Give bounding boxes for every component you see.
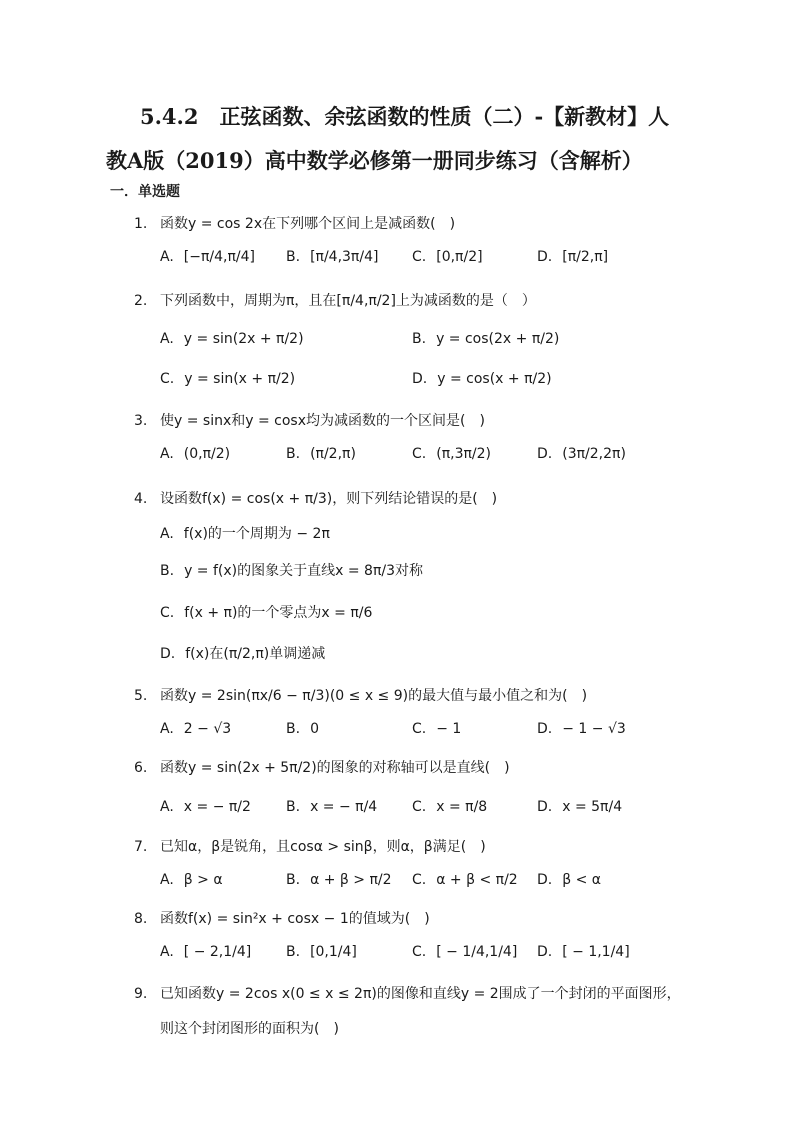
option-c[interactable] (412, 799, 487, 815)
option-b[interactable] (412, 331, 559, 347)
option-c[interactable] (412, 944, 517, 960)
option-text: [ − 1,1/4] (562, 944, 630, 960)
option-a[interactable] (160, 331, 304, 347)
option-d[interactable] (537, 872, 601, 888)
question-stem: 已知函数y = 2cos x(0 ≤ x ≤ 2π)的图像和直线y = 2围成了一个封闭的平面图形， (160, 986, 681, 1002)
option-label: A. (160, 721, 174, 737)
question-stem: 函数y = sin(2x + 5π/2)的图象的对称轴可以是直线( ) (160, 760, 510, 776)
question-stem: 函数f(x) = sin²x + cosx − 1的值域为( ) (160, 911, 430, 927)
option-label: B. (160, 563, 175, 579)
option-a[interactable] (160, 249, 255, 265)
option-label: C. (412, 721, 427, 737)
question-7 (134, 836, 694, 858)
title-line-1: 5.4.2 正弦函数、余弦函数的性质（二）-【新教材】人 (140, 104, 670, 129)
option-label: D. (537, 872, 553, 888)
option-label: B. (412, 331, 427, 347)
option-text: x = − π/2 (183, 799, 251, 815)
page-title (106, 95, 680, 183)
option-text: [−π/4,π/4] (183, 249, 255, 265)
option-d[interactable] (412, 371, 552, 387)
option-text: [π/4,3π/4] (310, 249, 379, 265)
option-label: B. (286, 872, 301, 888)
option-label: D. (537, 944, 553, 960)
option-label: A. (160, 249, 174, 265)
option-label: D. (537, 721, 553, 737)
option-text: [ − 1/4,1/4] (436, 944, 518, 960)
option-a[interactable] (160, 872, 223, 888)
option-d[interactable] (537, 944, 630, 960)
option-text: (π/2,π) (310, 446, 356, 462)
option-label: D. (537, 249, 553, 265)
question-stem-continued: 则这个封闭图形的面积为( ) (160, 1021, 339, 1037)
option-label: C. (412, 446, 427, 462)
option-label: D. (537, 799, 553, 815)
option-text: y = sin(2x + π/2) (183, 331, 304, 347)
option-label: A. (160, 799, 174, 815)
option-b[interactable] (286, 872, 392, 888)
option-label: C. (412, 799, 427, 815)
question-stem: 已知α，β是锐角，且cosα > sinβ，则α，β满足( ) (160, 839, 486, 855)
question-1 (134, 213, 694, 235)
question-number: 4. (134, 491, 148, 507)
option-text: 2 − √3 (183, 721, 232, 737)
question-stem: 使y = sinx和y = cosx均为减函数的一个区间是( ) (160, 413, 485, 429)
question-4 (134, 488, 694, 510)
option-label: C. (412, 872, 427, 888)
question-number: 1. (134, 216, 148, 232)
question-number: 7. (134, 839, 148, 855)
option-b[interactable] (286, 944, 357, 960)
option-text: (0,π/2) (183, 446, 231, 462)
question-9 (134, 983, 694, 1005)
option-a[interactable] (160, 799, 251, 815)
question-8 (134, 908, 694, 930)
question-number: 2. (134, 293, 148, 309)
option-label: A. (160, 526, 174, 542)
option-label: A. (160, 944, 174, 960)
option-text: [π/2,π] (562, 249, 609, 265)
option-label: A. (160, 331, 174, 347)
option-label: B. (286, 944, 301, 960)
section-heading: 一．单选题 (110, 184, 180, 200)
option-text: (π,3π/2) (436, 446, 491, 462)
option-label: D. (537, 446, 553, 462)
option-b[interactable] (286, 249, 378, 265)
question-5 (134, 685, 694, 707)
option-label: C. (160, 371, 175, 387)
question-stem: 函数y = 2sin(πx/6 − π/3)(0 ≤ x ≤ 9)的最大值与最小值之和为( ) (160, 688, 588, 704)
option-d[interactable] (160, 643, 325, 663)
option-c[interactable] (412, 721, 461, 737)
question-stem: 下列函数中，周期为π，且在[π/4,π/2]上为减函数的是（ ） (160, 293, 536, 309)
option-text: f(x)的一个周期为 − 2π (183, 526, 330, 542)
option-label: B. (286, 249, 301, 265)
question-2 (134, 290, 694, 312)
option-d[interactable] (537, 446, 626, 462)
option-label: A. (160, 446, 174, 462)
option-c[interactable] (412, 446, 491, 462)
question-stem: 设函数f(x) = cos(x + π/3)，则下列结论错误的是( ) (160, 491, 498, 507)
option-text: f(x + π)的一个零点为x = π/6 (184, 605, 373, 621)
option-b[interactable] (160, 560, 423, 580)
option-text: [ − 2,1/4] (183, 944, 252, 960)
option-a[interactable] (160, 721, 231, 737)
option-text: − 1 (436, 721, 462, 737)
question-number: 5. (134, 688, 148, 704)
option-d[interactable] (537, 799, 622, 815)
option-text: [0,1/4] (310, 944, 357, 960)
option-label: B. (286, 799, 301, 815)
option-label: D. (412, 371, 428, 387)
title-line-2: 教A版（2019）高中数学必修第一册同步练习（含解析） (106, 148, 643, 173)
option-d[interactable] (537, 249, 608, 265)
option-text: f(x)在(π/2,π)单调递减 (185, 646, 326, 662)
question-number: 3. (134, 413, 148, 429)
option-b[interactable] (286, 721, 319, 737)
option-text: (3π/2,2π) (562, 446, 626, 462)
option-text: y = cos(x + π/2) (437, 371, 552, 387)
option-c[interactable] (412, 249, 483, 265)
option-text: x = − π/4 (310, 799, 378, 815)
option-text: [0,π/2] (436, 249, 483, 265)
question-3 (134, 410, 694, 432)
option-text: 0 (310, 721, 319, 737)
question-stem: 函数y = cos 2x在下列哪个区间上是减函数( ) (160, 216, 456, 232)
option-label: C. (412, 249, 427, 265)
option-label: C. (160, 605, 175, 621)
option-label: A. (160, 872, 174, 888)
option-text: y = cos(2x + π/2) (436, 331, 560, 347)
option-c[interactable] (160, 371, 295, 387)
option-b[interactable] (286, 799, 377, 815)
option-text: y = f(x)的图象关于直线x = 8π/3对称 (184, 563, 423, 579)
option-a[interactable] (160, 446, 230, 462)
option-label: B. (286, 721, 301, 737)
option-text: − 1 − √3 (562, 721, 626, 737)
question-number: 9. (134, 986, 148, 1002)
option-label: D. (160, 646, 176, 662)
option-text: α + β < π/2 (436, 872, 518, 888)
option-c[interactable] (412, 872, 518, 888)
question-number: 6. (134, 760, 148, 776)
option-text: β < α (562, 872, 602, 888)
option-label: B. (286, 446, 301, 462)
option-a[interactable] (160, 944, 251, 960)
option-text: x = π/8 (436, 799, 488, 815)
option-label: C. (412, 944, 427, 960)
option-b[interactable] (286, 446, 356, 462)
option-text: x = 5π/4 (562, 799, 623, 815)
question-number: 8. (134, 911, 148, 927)
option-d[interactable] (537, 721, 626, 737)
option-text: β > α (183, 872, 223, 888)
option-a[interactable] (160, 523, 330, 543)
question-6 (134, 757, 694, 779)
option-text: α + β > π/2 (310, 872, 392, 888)
option-c[interactable] (160, 602, 372, 622)
option-text: y = sin(x + π/2) (184, 371, 296, 387)
